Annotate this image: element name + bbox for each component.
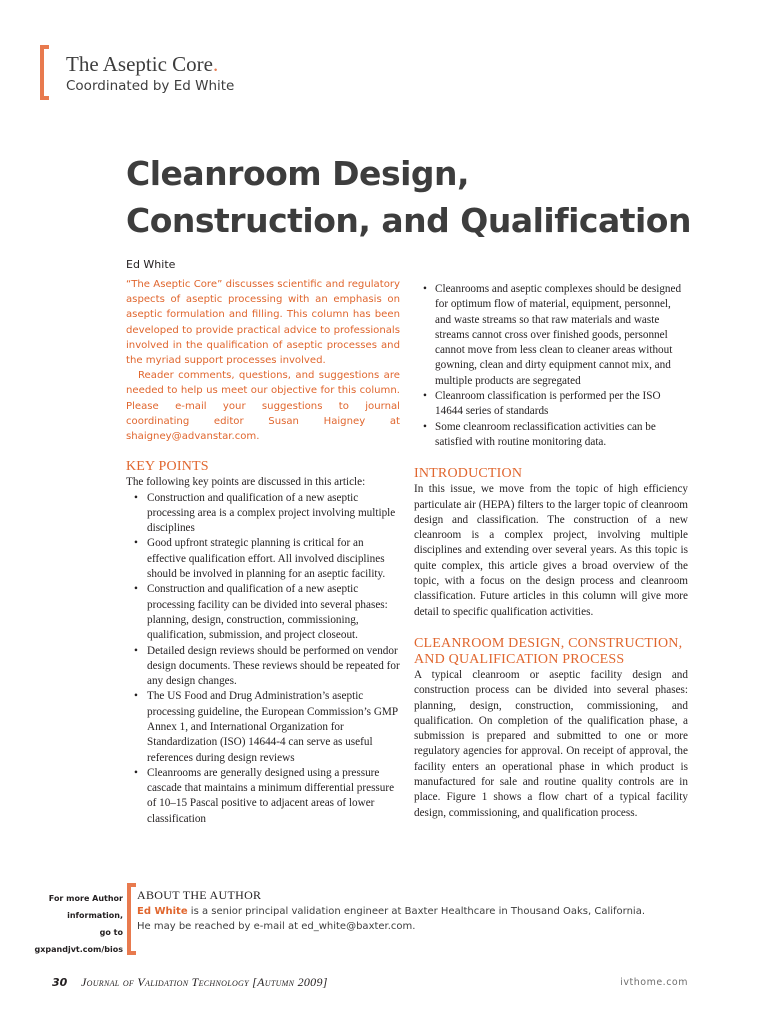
about-author-bio: is a senior principal validation engineer at Baxter Healthcare in Thousand Oaks, California. [187, 906, 646, 917]
about-author-line-2: He may be reached by e-mail at ed_white@baxter.com. [137, 921, 416, 932]
about-author-name: Ed White [137, 906, 188, 917]
about-author-heading: ABOUT THE AUTHOR [137, 888, 262, 902]
process-heading [414, 636, 688, 668]
author-info-link[interactable]: gxpandjvt.com/bios [34, 945, 123, 954]
column-title: The Aseptic Core. [66, 52, 219, 76]
key-point-item: • Detailed design reviews should be performed on vendor design documents. These reviews should be repeated for any design changes. [126, 644, 400, 690]
header-bracket [40, 45, 49, 100]
process-heading-line-2: AND QUALIFICATION PROCESS [414, 651, 625, 667]
intro-paragraph-2: Reader comments, questions, and suggestions are needed to help us meet our objective for this column. Please e-mail your suggestions to journal coordinating editor Susan Haigney at shaigney@advanstar.com. [126, 370, 400, 443]
author-info-line-3: go to [99, 928, 123, 937]
key-points-list-continued [414, 282, 688, 450]
author-info-line-2: information, [67, 911, 123, 920]
key-point-item: • Cleanrooms and aseptic complexes should be designed for optimum flow of material, equipment, personnel, and waste streams so that raw materials and waste streams cannot cross over finished goods, personnel cannot move from less clean to cleaner areas without gowning, clean and dirty equipment cannot mix, and multiple products are segregated [414, 282, 688, 389]
article-title-line-2: Construction, and Qualification [126, 201, 691, 240]
key-points-lead: The following key points are discussed in this article: [126, 476, 366, 489]
key-point-item: • Cleanrooms are generally designed using a pressure cascade that maintains a minimum differential pressure of 10–15 Pascal positive to adjacent areas of lower classification [126, 766, 400, 827]
introduction-heading: INTRODUCTION [414, 466, 523, 482]
key-points-heading: KEY POINTS [126, 459, 209, 475]
key-point-item: • Cleanroom classification is performed per the ISO 14644 series of standards [414, 389, 688, 420]
key-point-item: • Construction and qualification of a new aseptic processing facility can be divided into several phases: planning, design, construction, commissioning, qualification, submission, and project closeout. [126, 582, 400, 643]
key-point-item: • The US Food and Drug Administration’s aseptic processing guideline, the European Commission’s GMP Annex 1, and International Organization for Standardization (ISO) 14644-4 can serve as useful references during design reviews [126, 689, 400, 765]
journal-name: Journal of Validation Technology [Autumn 2009] [81, 975, 328, 989]
author-info-note [30, 890, 123, 958]
introduction-text: In this issue, we move from the topic of high efficiency particulate air (HEPA) filters to the larger topic of cleanroom design and classification. The construction of a new cleanroom is a complex project, involving multiple disciplines and extending over several years. As this topic is quite complex, this article gives a broad overview of the topic, with a focus on the design process and cleanroom classification. Future articles in this column will give more detail to specific qualification activities. [414, 483, 688, 618]
process-text: A typical cleanroom or aseptic facility design and construction process can be divided into several phases: planning, design, construction, commissioning, and qualification. On completion of the qualification phase, a submission is prepared and submitted to one or more regulatory agencies for approval. On receipt of approval, the facility enters an operational phase in which product is manufactured for sale and routine quality controls are in place. Figure 1 shows a flow chart of a typical facility design, commissioning, and qualification process. [414, 668, 688, 819]
page-number: 30 [52, 976, 68, 989]
right-column [414, 282, 688, 821]
column-title-dot: . [212, 52, 219, 76]
intro-paragraph-1: “The Aseptic Core” discusses scientific and regulatory aspects of aseptic processing with an emphasis on aseptic formulation and filling. This column has been developed to provide practical advice to professionals involved in the qualification of aseptic processes and the myriad support processes involved. [126, 279, 400, 367]
key-point-item: • Some cleanroom reclassification activities can be satisfied with routine monitoring data. [414, 420, 688, 451]
byline: Ed White [126, 258, 176, 271]
about-bracket [127, 883, 136, 955]
key-points-list [126, 491, 400, 828]
key-point-item: • Good upfront strategic planning is critical for an effective qualification effort. All involved disciplines should be involved in planning for an aseptic facility. [126, 536, 400, 582]
left-column [126, 277, 400, 827]
about-author-text [137, 904, 737, 934]
process-heading-line-1: CLEANROOM DESIGN, CONSTRUCTION, [414, 635, 683, 651]
author-info-line-1: For more Author [48, 894, 123, 903]
site-url[interactable]: ivthome.com [620, 977, 688, 988]
article-title-line-1: Cleanroom Design, [126, 154, 470, 193]
about-author-line-1 [137, 904, 737, 919]
coordinator-line: Coordinated by Ed White [66, 78, 235, 94]
key-point-item: • Construction and qualification of a new aseptic processing area is a complex project involving multiple disciplines [126, 491, 400, 537]
column-intro [126, 277, 400, 444]
article-title [126, 150, 726, 244]
